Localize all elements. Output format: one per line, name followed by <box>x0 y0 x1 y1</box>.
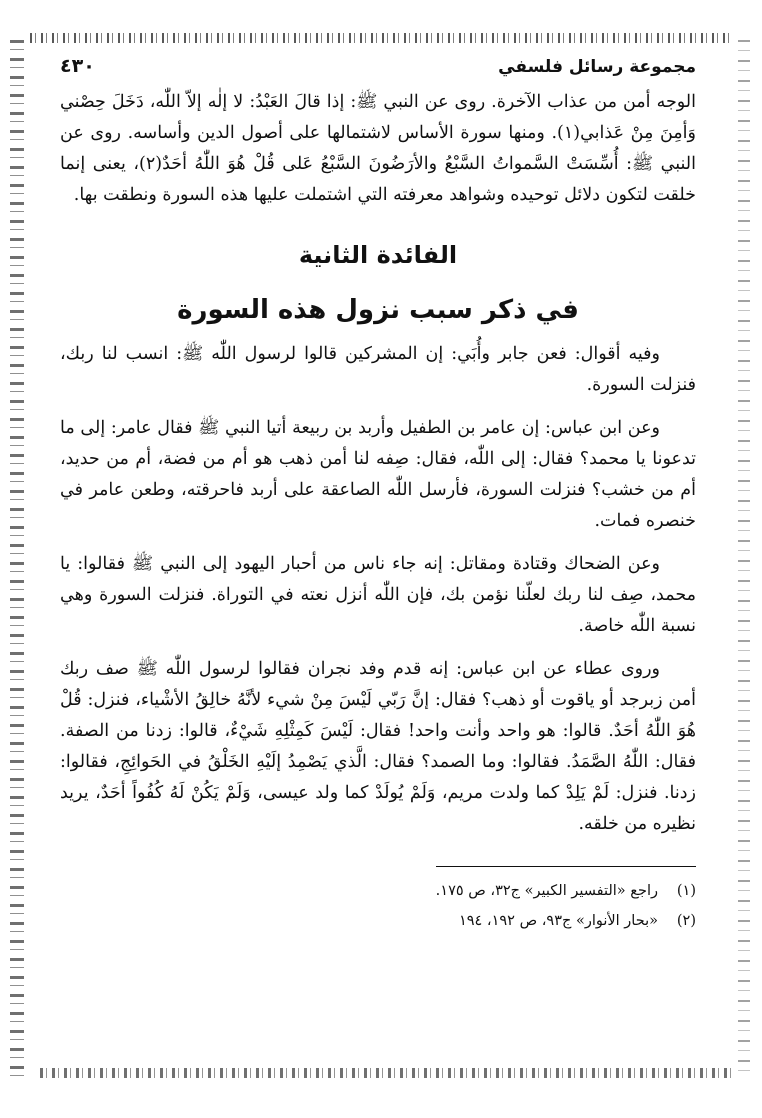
footnote <box>60 879 696 903</box>
page-number: ٤٣٠ <box>60 55 95 77</box>
body-paragraph: وعن ابن عباس: إن عامر بن الطفيل وأربد بن ربيعة أتيا النبي ﷺ فقال عامر: إلى ما تدعونا يا محمد؟ فقال: إلى اللّٰه، فقال: صِفه لنا أمن ذهب هو أم من فضة، أم من حديد، أم من خشب؟ فنزلت السورة، فأرسل اللّٰه الصاعقة على أربد فاحرقته، وطعن عامر في خنصره فمات. <box>60 418 696 531</box>
footnote-divider <box>436 866 696 867</box>
footnote-number: (٢) <box>676 913 696 929</box>
scan-edge-bottom <box>40 1068 732 1078</box>
body-paragraph: وفيه أقوال: فعن جابر وأُبَي: إن المشركين قالوا لرسول اللّٰه ﷺ: انسب لنا ربك، فنزلت السورة. <box>60 344 696 395</box>
footnote-number: (١) <box>676 883 696 899</box>
footnote <box>60 909 696 933</box>
intro-paragraph: الوجه أمن من عذاب الآخرة. روى عن النبي ﷺ: إذا قالَ العَبْدُ: لا إلٰه إلاّ اللّٰه، دَخَلَ حِصْني وَأمِنَ مِنْ عَذابي(١). ومنها سورة الأساس لاشتمالها على أصول الدين وأساسه. روى عن النبي ﷺ: أُسِّسَتْ السَّمواتُ السَّبْعُ والأرَضُونَ السَّبْعُ عَلى قُلْ هُوَ اللّٰهُ أحَدٌ(٢)، يعنى إنما خلقت لتكون دلائل توحيده وشواهد معرفته التي اشتملت عليها هذه السورة ونطقت بها. <box>60 92 696 205</box>
scan-edge-top <box>30 33 730 43</box>
book-title: مجموعة رسائل فلسفي <box>498 57 696 77</box>
scan-edge-left <box>10 40 24 1078</box>
section-subheading: في ذكر سبب نزول هذه السورة <box>177 295 579 325</box>
running-head <box>60 55 696 77</box>
book-page <box>60 55 696 939</box>
body-paragraph: وعن الضحاك وقتادة ومقاتل: إنه جاء ناس من أحبار اليهود إلى النبي ﷺ فقالوا: يا محمد، صِف لنا ربك لعلّنا نؤمن بك، فإن اللّٰه أنزل نعته في التوراة. فنزلت السورة وهي نسبة اللّٰه خاصة. <box>60 554 696 636</box>
section-heading: الفائدة الثانية <box>298 241 458 269</box>
scan-edge-right <box>738 40 750 1078</box>
footnote-text: «بحار الأنوار» ج٩٣، ص ١٩٢، ١٩٤ <box>458 913 658 929</box>
body-paragraph: وروى عطاء عن ابن عباس: إنه قدم وفد نجران فقالوا لرسول اللّٰه ﷺ صف ربك أمن زبرجد أو ياقوت أو ذهب؟ فقال: إنَّ رَبّي لَيْسَ مِنْ شيء لأنَّهُ خالِقُ الأشْياء، فنزل: قُلْ هُوَ اللّٰهُ أحَدٌ. قالوا: هو واحد وأنت واحد! فقال: لَيْسَ كَمِثْلِهِ شَيْءٌ، قالوا: زدنا من الصفة. فقال: اللّٰهُ الصَّمَدُ. فقالوا: وما الصمد؟ فقال: الَّذي يَصْمِدُ إلَيْهِ الخَلْقُ في الحَوائِجِ، فقالوا: زدنا. فنزل: لَمْ يَلِدْ كما ولدت مريم، وَلَمْ يُولَدْ كما ولد عيسى، وَلَمْ يَكُنْ لَهُ كُفُواً أحَدٌ، يريد نظيره من خلقه. <box>60 659 696 834</box>
footnote-text: راجع «التفسير الكبير» ج٣٢، ص ١٧٥. <box>435 883 658 899</box>
